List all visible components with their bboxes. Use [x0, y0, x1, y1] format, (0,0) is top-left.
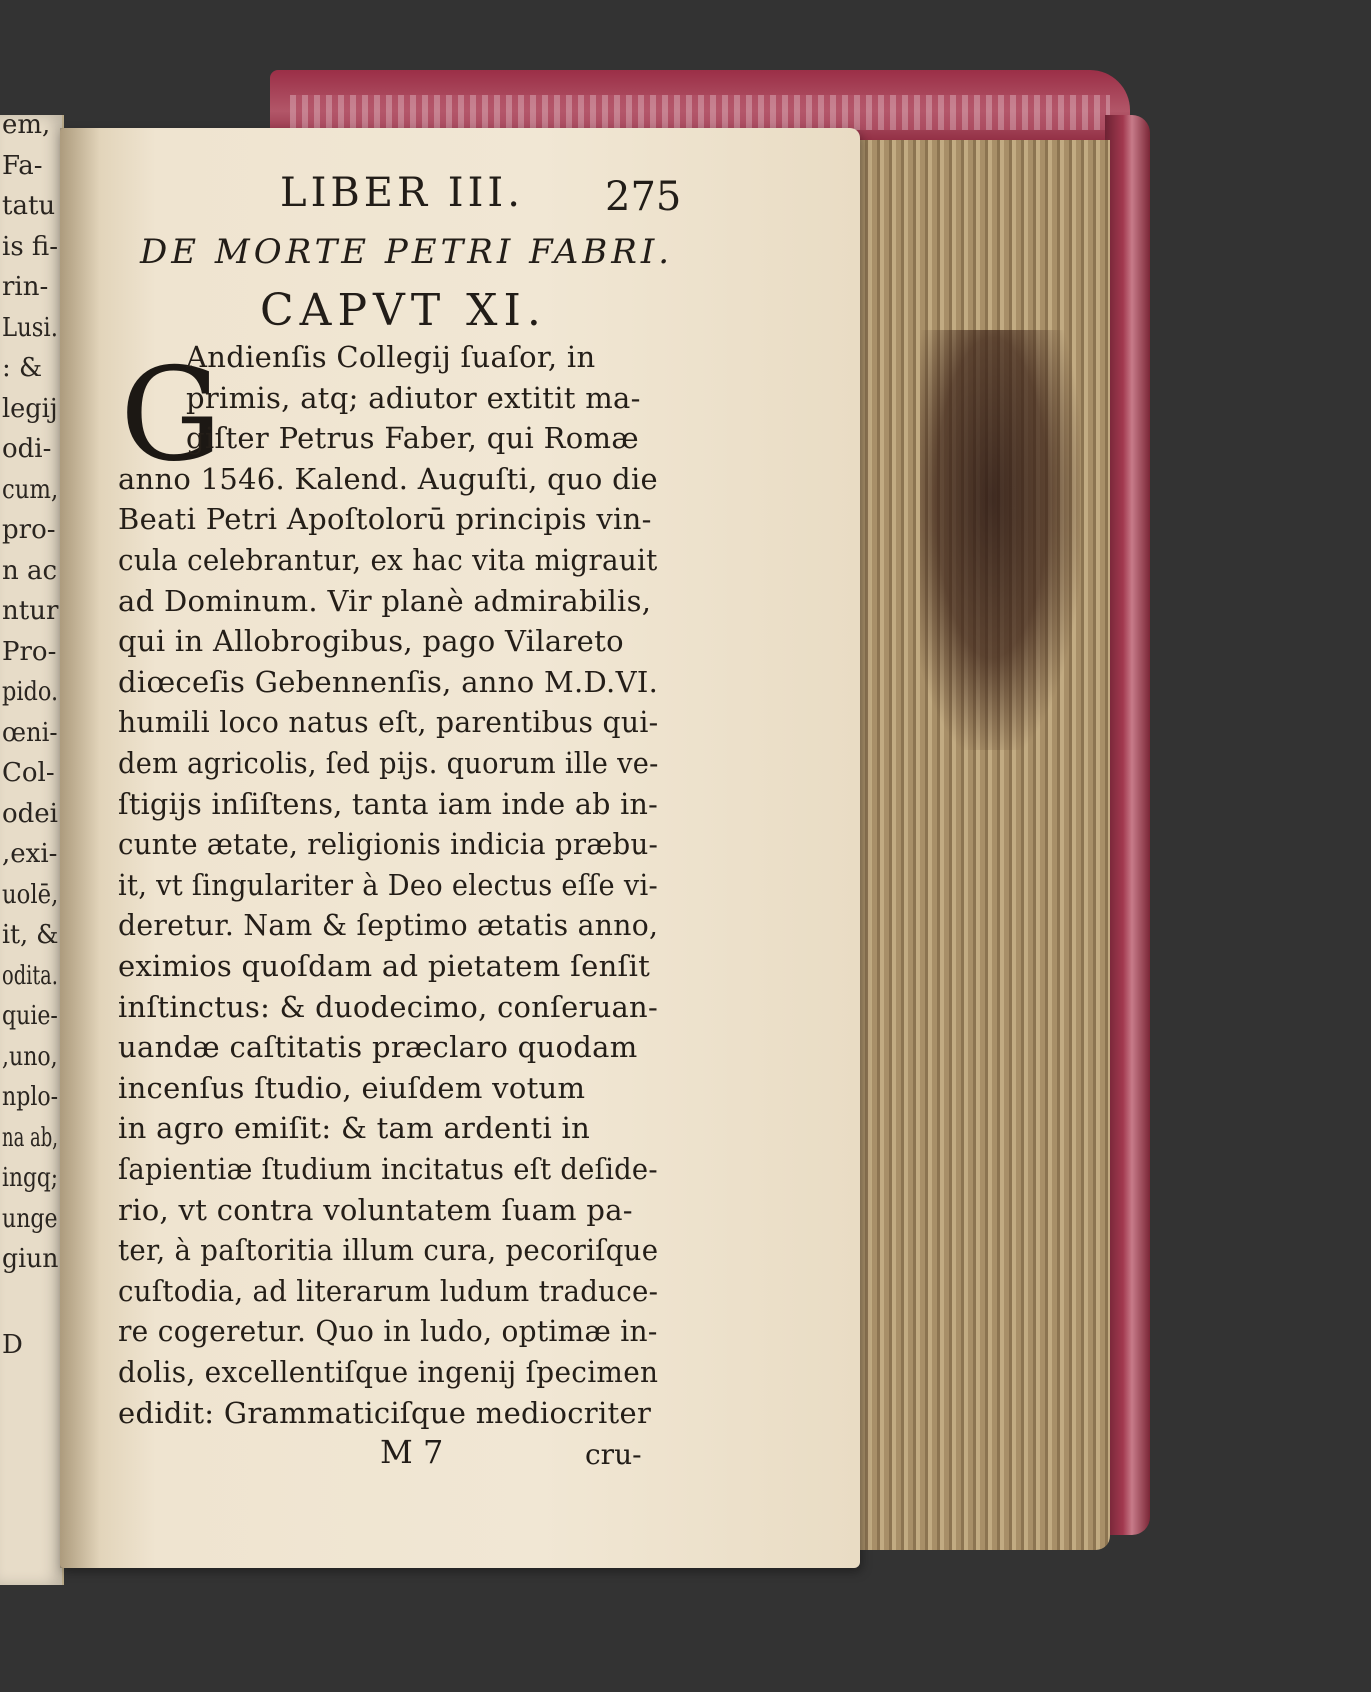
body-line: eximios quoſdam ad pietatem ſenſit — [118, 949, 651, 983]
left-page-line: Lusi. — [2, 312, 58, 343]
body-line: giſter Petrus Faber, qui Romæ — [186, 421, 639, 456]
body-line: deretur. Nam & ſeptimo ætatis anno, — [118, 908, 659, 943]
body-line: re cogeretur. Quo in ludo, optimæ in- — [118, 1314, 658, 1349]
body-line: ſtigijs inſiſtens, tanta iam inde ab in- — [118, 786, 659, 821]
left-page-line: odei — [2, 798, 58, 829]
body-line: in agro emiſit: & tam ardenti in — [118, 1111, 591, 1146]
drop-cap: G — [120, 341, 223, 490]
body-line: rio, vt contra voluntatem ſuam pa- — [118, 1192, 633, 1227]
running-head: LIBER III. — [280, 170, 524, 216]
left-page-line: pido. — [2, 677, 59, 707]
left-page-line: ,exi- — [2, 839, 58, 869]
body-line: cuſtodia, ad literarum ludum traduce- — [118, 1273, 659, 1308]
left-page-line: em, — [2, 110, 51, 140]
left-page-line: quie- — [2, 1001, 58, 1031]
left-page-line: uolē, — [2, 879, 59, 910]
left-page-line: giun — [2, 1244, 59, 1274]
left-page-line: Pro- — [2, 636, 57, 667]
left-page-line: Fa- — [2, 150, 43, 181]
catchword: cru- — [585, 1438, 642, 1471]
body-line: diœceſis Gebennenſis, anno M.D.VI. — [118, 664, 659, 699]
cover-top-texture — [290, 95, 1110, 130]
chapter-number: CAPVT XI. — [260, 285, 547, 336]
body-line: dolis, excellentiſque ingenij ſpecimen — [118, 1355, 659, 1389]
left-page-line: na ab, — [2, 1122, 58, 1153]
left-page-line: ntur — [2, 596, 59, 626]
body-line: uandæ caſtitatis præclaro quodam — [118, 1030, 638, 1065]
body-line: primis, atq; adiutor extitit ma- — [186, 380, 641, 415]
page-number: 275 — [605, 174, 682, 220]
body-line: anno 1546. Kalend. Auguſti, quo die — [118, 461, 658, 496]
fore-edge-stain — [920, 330, 1080, 750]
left-page-line: ,uno, — [2, 1041, 58, 1072]
left-page-line: legij — [2, 393, 58, 424]
left-page-line: D — [2, 1330, 23, 1360]
left-page-line: cum, — [2, 474, 59, 505]
body-line: qui in Allobrogibus, pago Vilareto — [118, 624, 624, 659]
body-line: dem agricolis, ſed pijs. quorum ille ve- — [118, 746, 659, 780]
body-line: inſtinctus: & duodecimo, conſeruan- — [118, 989, 659, 1024]
left-page-line: Col- — [2, 758, 55, 788]
body-line: ad Dominum. Vir planè admirabilis, — [118, 583, 652, 618]
left-page-line: ingq; — [2, 1163, 59, 1193]
body-line: cunte ætate, religionis indicia præbu- — [118, 827, 659, 862]
body-line: cula celebrantur, ex hac vita migrauit — [118, 543, 658, 577]
left-page-line: œni- — [2, 717, 58, 748]
left-page-line: unge — [2, 1203, 58, 1234]
body-line: ter, à paſtoritia illum cura, pecoriſque — [118, 1233, 659, 1268]
body-line: incenſus ſtudio, eiuſdem votum — [118, 1070, 586, 1105]
left-page-line: tatu — [2, 191, 56, 221]
left-page-line: it, & — [2, 920, 59, 950]
left-page-line: : & — [2, 353, 43, 383]
body-line: edidit: Grammaticiſque mediocriter — [118, 1395, 652, 1430]
body-line: ſapientiæ ſtudium incitatus eſt deſide- — [118, 1152, 658, 1186]
body-line: it, vt ſingulariter à Deo electus eſſe vi- — [118, 867, 659, 902]
chapter-title: DE MORTE PETRI FABRI. — [140, 232, 674, 272]
left-page-line: odi- — [2, 434, 52, 464]
left-page-line: odita. — [2, 960, 58, 991]
gutter-shadow — [60, 128, 100, 1568]
left-page-line: rin- — [2, 272, 49, 302]
body-line: Andienſis Collegij ſuaſor, in — [186, 340, 596, 374]
left-page-line: n ac — [2, 555, 58, 586]
body-line: Beati Petri Apoſtolorū principis vin- — [118, 502, 652, 537]
body-line: humili loco natus eſt, parentibus qui- — [118, 705, 659, 740]
left-page-line: nplo- — [2, 1082, 59, 1112]
signature-mark: M 7 — [380, 1433, 444, 1471]
book-cover-side — [1105, 115, 1150, 1535]
left-page-line: pro- — [2, 515, 56, 545]
facing-left-page — [0, 110, 64, 1585]
left-page-line: is fi- — [2, 231, 59, 262]
